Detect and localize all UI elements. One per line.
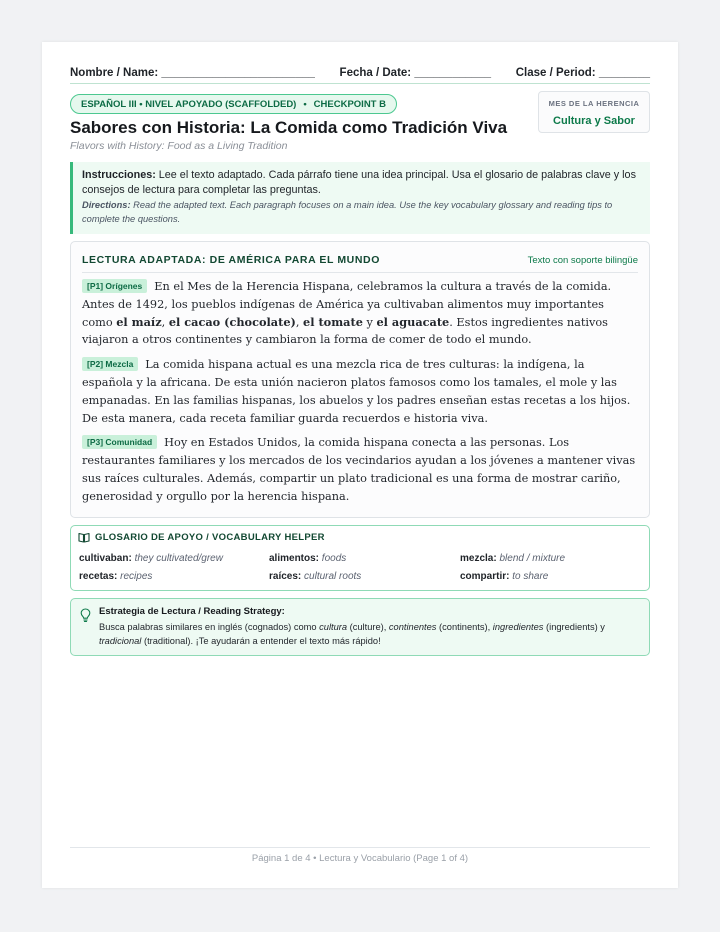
instructions-text: Lee el texto adaptado. Cada párrafo tiene una idea principal. Usa el glosario de palabras clave y los consejos de lectura para completar las preguntas. xyxy=(82,169,636,196)
paragraph-tag: [P2] Mezcla xyxy=(82,357,138,371)
paragraph-1 xyxy=(82,278,637,349)
cognate-term: ingredientes xyxy=(492,622,544,632)
glossary-translation: to share xyxy=(512,571,549,582)
reading-passage-card xyxy=(70,241,650,518)
page-subtitle: Flavors with History: Food as a Living Tradition xyxy=(70,140,288,152)
glossary-item xyxy=(460,552,643,565)
lightbulb-icon xyxy=(80,608,91,622)
glossary-item xyxy=(79,570,269,583)
directions-label: Directions: xyxy=(82,200,131,210)
glossary-translation: foods xyxy=(321,553,347,564)
strategy-segment: Busca palabras similares en inglés (cognados) como xyxy=(99,622,320,632)
name-field[interactable]: Nombre / Name: ________________________ xyxy=(70,67,315,79)
glossary-grid xyxy=(79,552,643,583)
glossary-word: compartir: xyxy=(460,571,510,582)
strategy-title: Estrategia de Lectura / Reading Strategy: xyxy=(99,606,285,617)
paragraph-text: La comida hispana actual es una mezcla rica de tres culturas: la indígena, la española y la africana. De esta unión nacieron platos famosos como los tamales, el mole y las empanadas. En las familias hispanas, los abuelos y los padres enseñan estas recetas a los hijos. De esta manera, cada receta familiar guarda recuerdos e historia viva. xyxy=(82,358,631,425)
worksheet-page xyxy=(42,42,678,888)
class-field[interactable]: Clase / Period: ________ xyxy=(515,67,650,79)
cognate-term: cultura xyxy=(319,622,348,632)
vocabulary-glossary xyxy=(70,525,650,591)
glossary-item xyxy=(269,552,460,565)
heritage-label: MES DE LA HERENCIA xyxy=(548,99,640,108)
paragraph-3 xyxy=(82,434,637,505)
heritage-value: Cultura y Sabor xyxy=(553,115,635,127)
paragraph-tag: [P1] Orígenes xyxy=(82,279,147,293)
key-term: el cacao (chocolate) xyxy=(168,314,296,329)
strategy-segment: (traditional). ¡Te ayudarán a entender el texto más rápido! xyxy=(141,636,381,646)
paragraph-2 xyxy=(82,356,637,427)
paragraph-text: , xyxy=(295,315,304,329)
key-term: el aguacate xyxy=(376,314,450,329)
reading-header xyxy=(82,251,638,273)
glossary-word: recetas: xyxy=(79,571,118,582)
glossary-title: GLOSARIO DE APOYO / VOCABULARY HELPER xyxy=(95,532,325,543)
paragraph-text: En el Mes de la Herencia Hispana, celebramos la cultura a través de la comida. Antes de 1492, los pueblos indígenas de América ya cultivaban alimentos muy importantes como xyxy=(82,280,612,329)
glossary-word: cultivaban: xyxy=(79,553,132,564)
glossary-header xyxy=(78,532,325,543)
glossary-item xyxy=(269,570,460,583)
key-term: el maíz xyxy=(116,314,162,329)
strategy-segment: (continents), xyxy=(436,622,493,632)
checkpoint-text: CHECKPOINT B xyxy=(313,98,386,110)
glossary-item xyxy=(79,552,269,565)
glossary-item xyxy=(460,570,643,583)
paragraph-text: y xyxy=(362,315,377,329)
book-icon xyxy=(78,532,90,543)
cognate-term: continentes xyxy=(388,622,437,632)
heritage-month-box xyxy=(538,91,650,133)
paragraph-text: Hoy en Estados Unidos, la comida hispana conecta a las personas. Los restaurantes familiares y los mercados de los vecindarios ayudan a los jóvenes a mantener vivas sus raíces culturales. Además, compartir un plato tradicional es una forma de mostrar cariño, generosidad y orgullo por la herencia hispana. xyxy=(82,436,636,503)
reading-title: LECTURA ADAPTADA: DE AMÉRICA PARA EL MUNDO xyxy=(82,254,380,266)
reading-strategy-box xyxy=(70,598,650,656)
glossary-word: raíces: xyxy=(269,571,302,582)
level-badge xyxy=(70,94,397,114)
student-info-bar xyxy=(70,64,650,84)
page-title: Sabores con Historia: La Comida como Tradición Viva xyxy=(70,118,508,137)
strategy-text xyxy=(99,620,641,648)
glossary-translation: blend / mixture xyxy=(499,553,566,564)
bilingual-support-label: Texto con soporte bilingüe xyxy=(527,254,638,266)
level-text: ESPAÑOL III • NIVEL APOYADO (SCAFFOLDED) xyxy=(81,98,297,110)
key-term: el tomate xyxy=(303,314,363,329)
cognate-term: tradicional xyxy=(99,636,142,646)
strategy-segment: (ingredients) y xyxy=(543,622,605,632)
directions-text: Read the adapted text. Each paragraph focuses on a main idea. Use the key vocabulary glossary and reading tips to complete the questions. xyxy=(82,200,613,224)
reading-paragraphs xyxy=(82,278,637,513)
paragraph-text: , xyxy=(161,315,169,329)
instructions-box xyxy=(70,162,650,234)
instructions-spanish xyxy=(82,168,641,197)
badge-separator: • xyxy=(303,98,307,110)
strategy-segment: (culture), xyxy=(347,622,389,632)
glossary-translation: cultural roots xyxy=(304,571,362,582)
paragraph-tag: [P3] Comunidad xyxy=(82,435,157,449)
page-footer: Página 1 de 4 • Lectura y Vocabulario (Page 1 of 4) xyxy=(70,847,650,864)
paragraph-text: . Estos ingredientes nativos viajaron a otros continentes y cambiaron la forma de comer de todo el mundo. xyxy=(82,315,608,347)
instructions-label: Instrucciones: xyxy=(82,169,156,181)
glossary-word: alimentos: xyxy=(269,553,320,564)
instructions-english xyxy=(82,199,641,226)
date-field[interactable]: Fecha / Date: ____________ xyxy=(339,67,492,79)
glossary-word: mezcla: xyxy=(460,553,497,564)
glossary-translation: recipes xyxy=(120,571,153,582)
glossary-translation: they cultivated/grew xyxy=(134,553,223,564)
